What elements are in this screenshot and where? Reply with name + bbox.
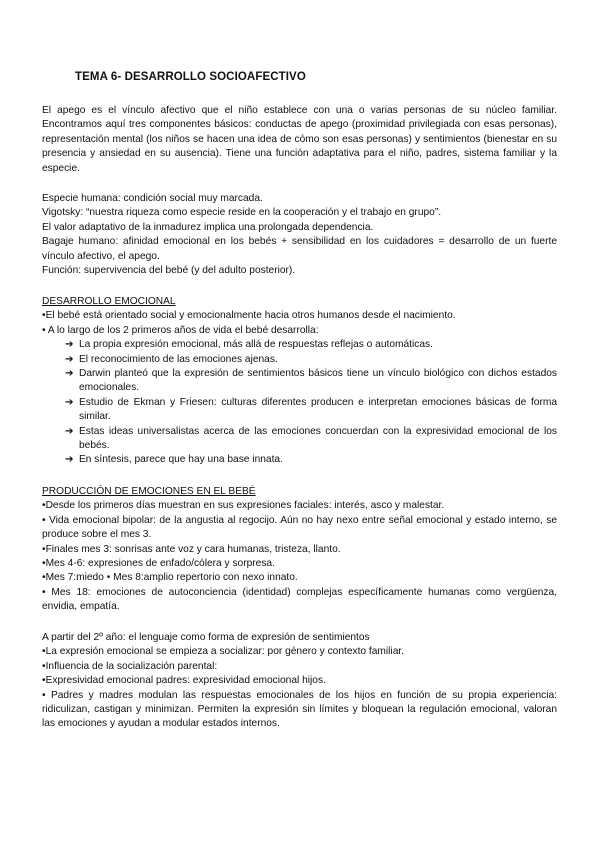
- emotional-development-section: [42, 295, 557, 468]
- bullet-item: • Mes 18: emociones de autoconciencia (identidad) complejas específicamente humanas como vergüenza, envidia, empatía.: [42, 586, 557, 613]
- arrow-right-icon: ➔: [65, 396, 74, 408]
- arrow-right-icon: ➔: [65, 368, 74, 380]
- bullet-item: •Influencia de la socialización parental:: [42, 660, 218, 672]
- arrow-item-text: Estudio de Ekman y Friesen: culturas diferentes producen e interpretan emociones básicas de forma similar.: [79, 396, 557, 423]
- arrow-list-item: [42, 396, 557, 425]
- section-heading: DESARROLLO EMOCIONAL: [42, 296, 176, 307]
- section-heading: PRODUCCIÓN DE EMOCIONES EN EL BEBÉ: [42, 486, 256, 497]
- bullet-item: • Padres y madres modulan las respuestas emocionales de los hijos en función de su propia experiencia: ridiculizan, castigan y minimizan. Permiten la expresión sin límites y bloquean la regulación emocional, valoran las emociones y ayudan a modular estados internos.: [42, 689, 557, 730]
- arrow-list-item: [42, 453, 557, 467]
- species-line: Especie humana: condición social muy marcada.: [42, 193, 263, 204]
- bullet-item: •Finales mes 3: sonrisas ante voz y cara humanas, tristeza, llanto.: [42, 543, 341, 555]
- language-section: [42, 631, 557, 732]
- arrow-item-text: En síntesis, parece que hay una base innata.: [79, 454, 283, 466]
- arrow-list-item: [42, 353, 557, 367]
- bullet-item: •Expresividad emocional padres: expresividad emocional hijos.: [42, 675, 326, 687]
- emotion-production-section: [42, 485, 557, 615]
- arrow-right-icon: ➔: [65, 454, 74, 466]
- arrow-list-item: [42, 338, 557, 352]
- bullet-item: • Vida emocional bipolar: de la angustia al regocijo. Aún no hay nexo entre señal emocional y estado interno, se produce sobre el mes 3.: [42, 514, 557, 541]
- bullet-item: •Mes 7:miedo • Mes 8:amplio repertorio con nexo innato.: [42, 572, 298, 584]
- bullet-item: •Desde los primeros días muestran en sus expresiones faciales: interés, asco y malestar.: [42, 500, 445, 512]
- arrow-item-text: Darwin planteó que la expresión de sentimientos básicos tiene un vínculo biológico con dichos estados emocionales.: [79, 368, 557, 394]
- bullet-item: •El bebé está orientado social y emocionalmente hacia otros humanos desde el nacimiento.: [42, 310, 456, 322]
- arrow-list-item: [42, 425, 557, 454]
- arrow-right-icon: ➔: [65, 339, 74, 351]
- species-section: [42, 192, 557, 278]
- arrow-item-text: El reconocimiento de las emociones ajenas.: [79, 353, 278, 365]
- bullet-item: •La expresión emocional se empieza a socializar: por género y contexto familiar.: [42, 646, 405, 658]
- arrow-list: [42, 338, 557, 468]
- arrow-list-item: [42, 367, 557, 396]
- vigotsky-quote: Vigotsky: “nuestra riqueza como especie reside en la cooperación y el trabajo en grupo”.: [42, 207, 442, 219]
- arrow-item-text: Estas ideas universalistas acerca de las emociones concuerdan con la expresividad emocional de los bebés.: [79, 425, 557, 452]
- arrow-right-icon: ➔: [65, 353, 74, 365]
- intro-paragraph: El apego es el vínculo afectivo que el niño establece con una o varias personas de su núcleo familiar. Encontramos aquí tres componentes básicos: conductas de apego (proximidad privilegiada con esas personas), representación mental (los niños se hacen una idea de cómo son esas personas) y sentimientos (bienestar en su presencia y ansiedad en su ausencia). Tiene una función adaptativa para el niño, padres, sistema familiar y la especie.: [42, 105, 557, 174]
- bullet-item: •Mes 4-6: expresiones de enfado/cólera y sorpresa.: [42, 558, 275, 570]
- human-baggage-line: Bagaje humano: afinidad emocional en los bebés + sensibilidad en los cuidadores = desarrollo de un fuerte vínculo afectivo, el apego.: [42, 236, 557, 262]
- arrow-right-icon: ➔: [65, 425, 74, 437]
- function-line: Función: supervivencia del bebé (y del adulto posterior).: [42, 265, 296, 277]
- bullet-item: • A lo largo de los 2 primeros años de vida el bebé desarrolla:: [42, 324, 319, 336]
- immaturity-line: El valor adaptativo de la inmadurez implica una prolongada dependencia.: [42, 221, 374, 233]
- page-title: TEMA 6- DESARROLLO SOCIOAFECTIVO: [75, 71, 306, 83]
- arrow-item-text: La propia expresión emocional, más allá de respuestas reflejas o automáticas.: [79, 339, 433, 351]
- section-intro: A partir del 2º año: el lenguaje como forma de expresión de sentimientos: [42, 632, 370, 643]
